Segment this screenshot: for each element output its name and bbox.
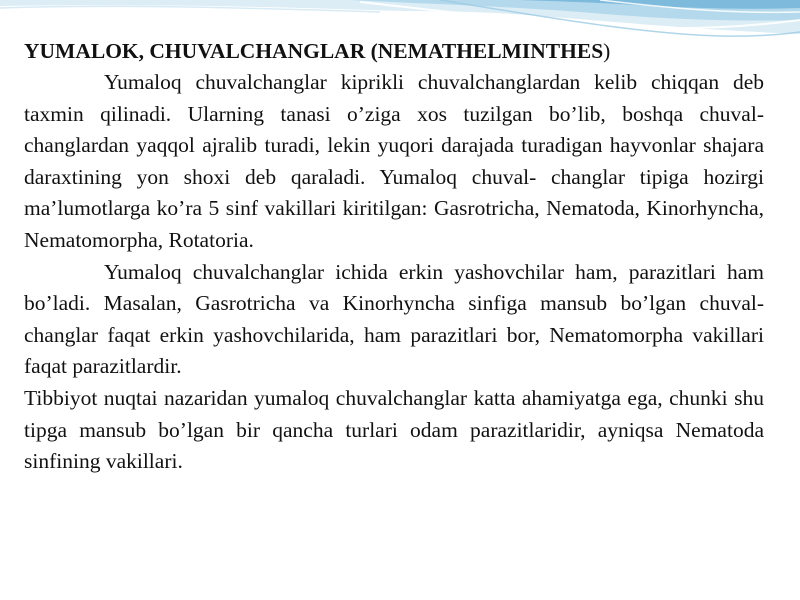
wave-top-dark <box>520 0 800 9</box>
wave-top-mid <box>350 0 800 21</box>
slide-title-main: YUMALOK, CHUVALCHANGLAR (NEMATHELMINTHES <box>24 39 604 63</box>
wave-line-4 <box>0 6 380 12</box>
wave-line-3 <box>600 0 800 12</box>
wave-top-light <box>0 0 800 34</box>
paragraph-origin: Yumaloq chuvalchanglar kiprikli chuvalchanglardan kelib chiqqan deb taxmin qilinadi. Ularning tanasi o’ziga xos tuzilgan bo’lib, boshqa chuval- changlardan yaqqol ajralib turadi, lekin yuqori darajada turadigan hayvonlar shajara daraxtining yon shoxi deb qaraladi. Yumaloq chuval- changlar tipiga hozirgi ma’lumotlarga ko’ra 5 sinf vakillari kiritilgan: Gasrotricha, Nematoda, Kinorhyncha, Nematomorpha, Rotatoria. <box>24 70 764 252</box>
paragraph-medical: Tibbiyot nuqtai nazaridan yumaloq chuvalchanglar katta ahamiyatga ega, chunki shu tipga mansub bo’lgan bir qancha turlari odam parazitlaridir, ayniqsa Nematoda sinfining vakillari. <box>24 385 764 474</box>
slide-title <box>24 35 764 67</box>
wave-line-1 <box>360 2 800 28</box>
slide-content <box>24 35 764 478</box>
slide-title-suffix: ) <box>603 39 611 63</box>
paragraph-lifestyle: Yumaloq chuvalchanglar ichida erkin yashovchilar ham, parazitlari ham bo’ladi. Masalan, Gasrotricha va Kinorhyncha sinfiga mansub bo’lgan chuval- changlar faqat erkin yashovchilarida, ham parazitlari bor, Nematomorpha vakillari faqat parazitlardir. <box>24 259 764 379</box>
wave-line-2 <box>440 0 800 36</box>
